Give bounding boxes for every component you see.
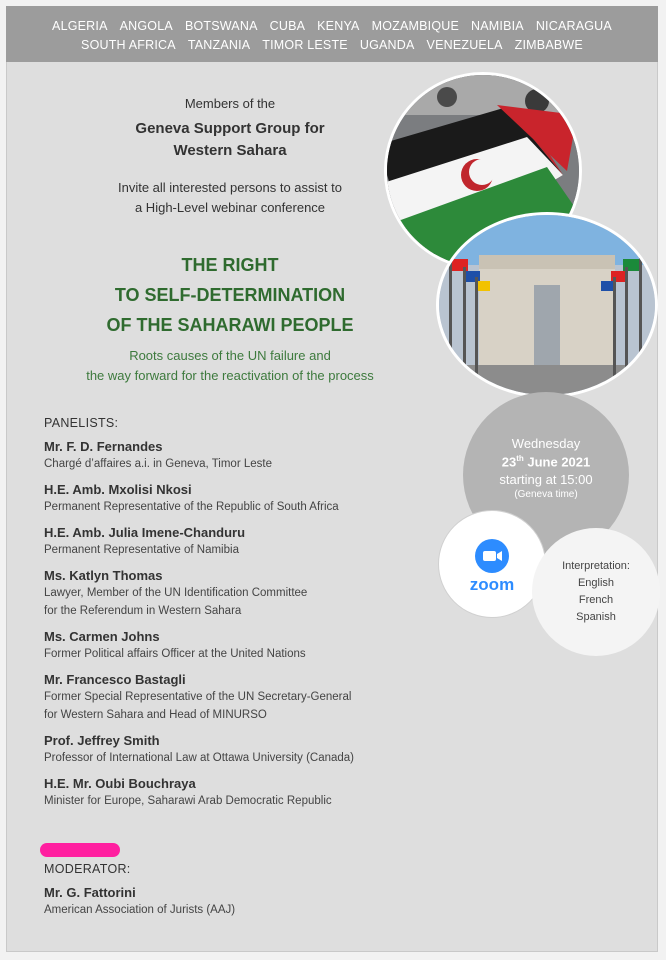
country-name: MOZAMBIQUE xyxy=(371,19,460,33)
country-name: VENEZUELA xyxy=(426,38,503,52)
panelist-entry xyxy=(44,481,444,516)
country-name: CUBA xyxy=(269,19,306,33)
invitation-text: Invite all interested persons to assist to a High-Level webinar conference xyxy=(117,180,342,215)
panelist-title: for the Referendum in Western Sahara xyxy=(44,605,242,617)
country-name: ANGOLA xyxy=(119,19,173,33)
panelists-section xyxy=(44,416,444,810)
country-name: SOUTH AFRICA xyxy=(81,38,176,52)
panelist-title: Minister for Europe, Saharawi Arab Democratic Republic xyxy=(44,795,332,807)
zoom-badge xyxy=(438,510,546,618)
panelist-entry xyxy=(44,438,444,473)
panelist-name: Mr. Francesco Bastagli xyxy=(44,672,186,687)
moderator-section xyxy=(44,862,444,919)
un-geneva-photo xyxy=(436,212,658,398)
event-date: 23th June 2021 xyxy=(501,454,591,470)
panelist-name: H.E. Amb. Mxolisi Nkosi xyxy=(44,482,192,497)
panelist-title: Permanent Representative of Namibia xyxy=(44,544,239,556)
event-day: Wednesday xyxy=(511,436,581,451)
country-name: NAMIBIA xyxy=(471,19,524,33)
panelist-title: Lawyer, Member of the UN Identification Committee xyxy=(44,587,308,599)
country-name: UGANDA xyxy=(359,38,415,52)
country-name: ALGERIA xyxy=(52,19,108,33)
panelist-entry xyxy=(44,732,444,767)
pink-highlight-mark xyxy=(40,843,120,857)
panelist-title: Former Special Representative of the UN Secretary-General xyxy=(44,691,352,703)
zoom-camera-icon xyxy=(475,539,509,573)
interpretation-badge xyxy=(532,528,660,656)
group-name: Geneva Support Group for Western Sahara xyxy=(135,120,325,159)
country-name: TIMOR LESTE xyxy=(262,38,348,52)
language-french: French xyxy=(578,594,614,606)
event-start-time: starting at 15:00 xyxy=(499,472,593,488)
panelist-title: Chargé d’affaires a.i. in Geneva, Timor Leste xyxy=(44,458,272,470)
conference-title: THE RIGHT TO SELF-DETERMINATION OF THE SAHARAWI PEOPLE xyxy=(106,255,354,335)
country-name: ZIMBABWE xyxy=(514,38,583,52)
country-name: KENYA xyxy=(317,19,360,33)
zoom-logo-text: zoom xyxy=(469,575,515,594)
panelist-title: for Western Sahara and Head of MINURSO xyxy=(44,709,267,721)
interpretation-label: Interpretation: xyxy=(562,560,630,572)
panelist-name: H.E. Mr. Oubi Bouchraya xyxy=(44,776,196,791)
panelist-name: Mr. F. D. Fernandes xyxy=(44,439,163,454)
panelist-entry xyxy=(44,775,444,810)
event-timezone: (Geneva time) xyxy=(514,489,578,501)
panelist-entry xyxy=(44,524,444,559)
panelist-title: Former Political affairs Officer at the United Nations xyxy=(44,648,306,660)
moderator-heading: MODERATOR: xyxy=(44,862,131,876)
language-english: English xyxy=(577,577,615,589)
country-name: TANZANIA xyxy=(187,38,251,52)
panelist-name: Ms. Katlyn Thomas xyxy=(44,568,163,583)
country-name: NICARAGUA xyxy=(535,19,612,33)
panelist-name: Ms. Carmen Johns xyxy=(44,629,160,644)
panelists-heading: PANELISTS: xyxy=(44,416,119,430)
un-building-image xyxy=(439,215,655,395)
panelist-entry xyxy=(44,567,444,620)
members-line: Members of the xyxy=(184,96,276,111)
moderator-affiliation: American Association of Jurists (AAJ) xyxy=(44,904,236,916)
panelist-name: Prof. Jeffrey Smith xyxy=(44,733,160,748)
panelist-entry xyxy=(44,628,444,663)
conference-subtitle: Roots causes of the UN failure and the way forward for the reactivation of the process xyxy=(86,348,374,383)
moderator-entry xyxy=(44,884,444,919)
country-row-2 xyxy=(6,36,658,55)
panelist-name: H.E. Amb. Julia Imene-Chanduru xyxy=(44,525,246,540)
country-bar xyxy=(6,6,658,62)
panelist-title: Permanent Representative of the Republic of South Africa xyxy=(44,501,339,513)
moderator-name: Mr. G. Fattorini xyxy=(44,885,136,900)
panelist-entry xyxy=(44,671,444,724)
country-row-1 xyxy=(6,17,658,36)
panelists-list xyxy=(44,438,444,810)
country-name: BOTSWANA xyxy=(184,19,258,33)
panelist-title: Professor of International Law at Ottawa University (Canada) xyxy=(44,752,355,764)
language-spanish: Spanish xyxy=(576,611,616,623)
